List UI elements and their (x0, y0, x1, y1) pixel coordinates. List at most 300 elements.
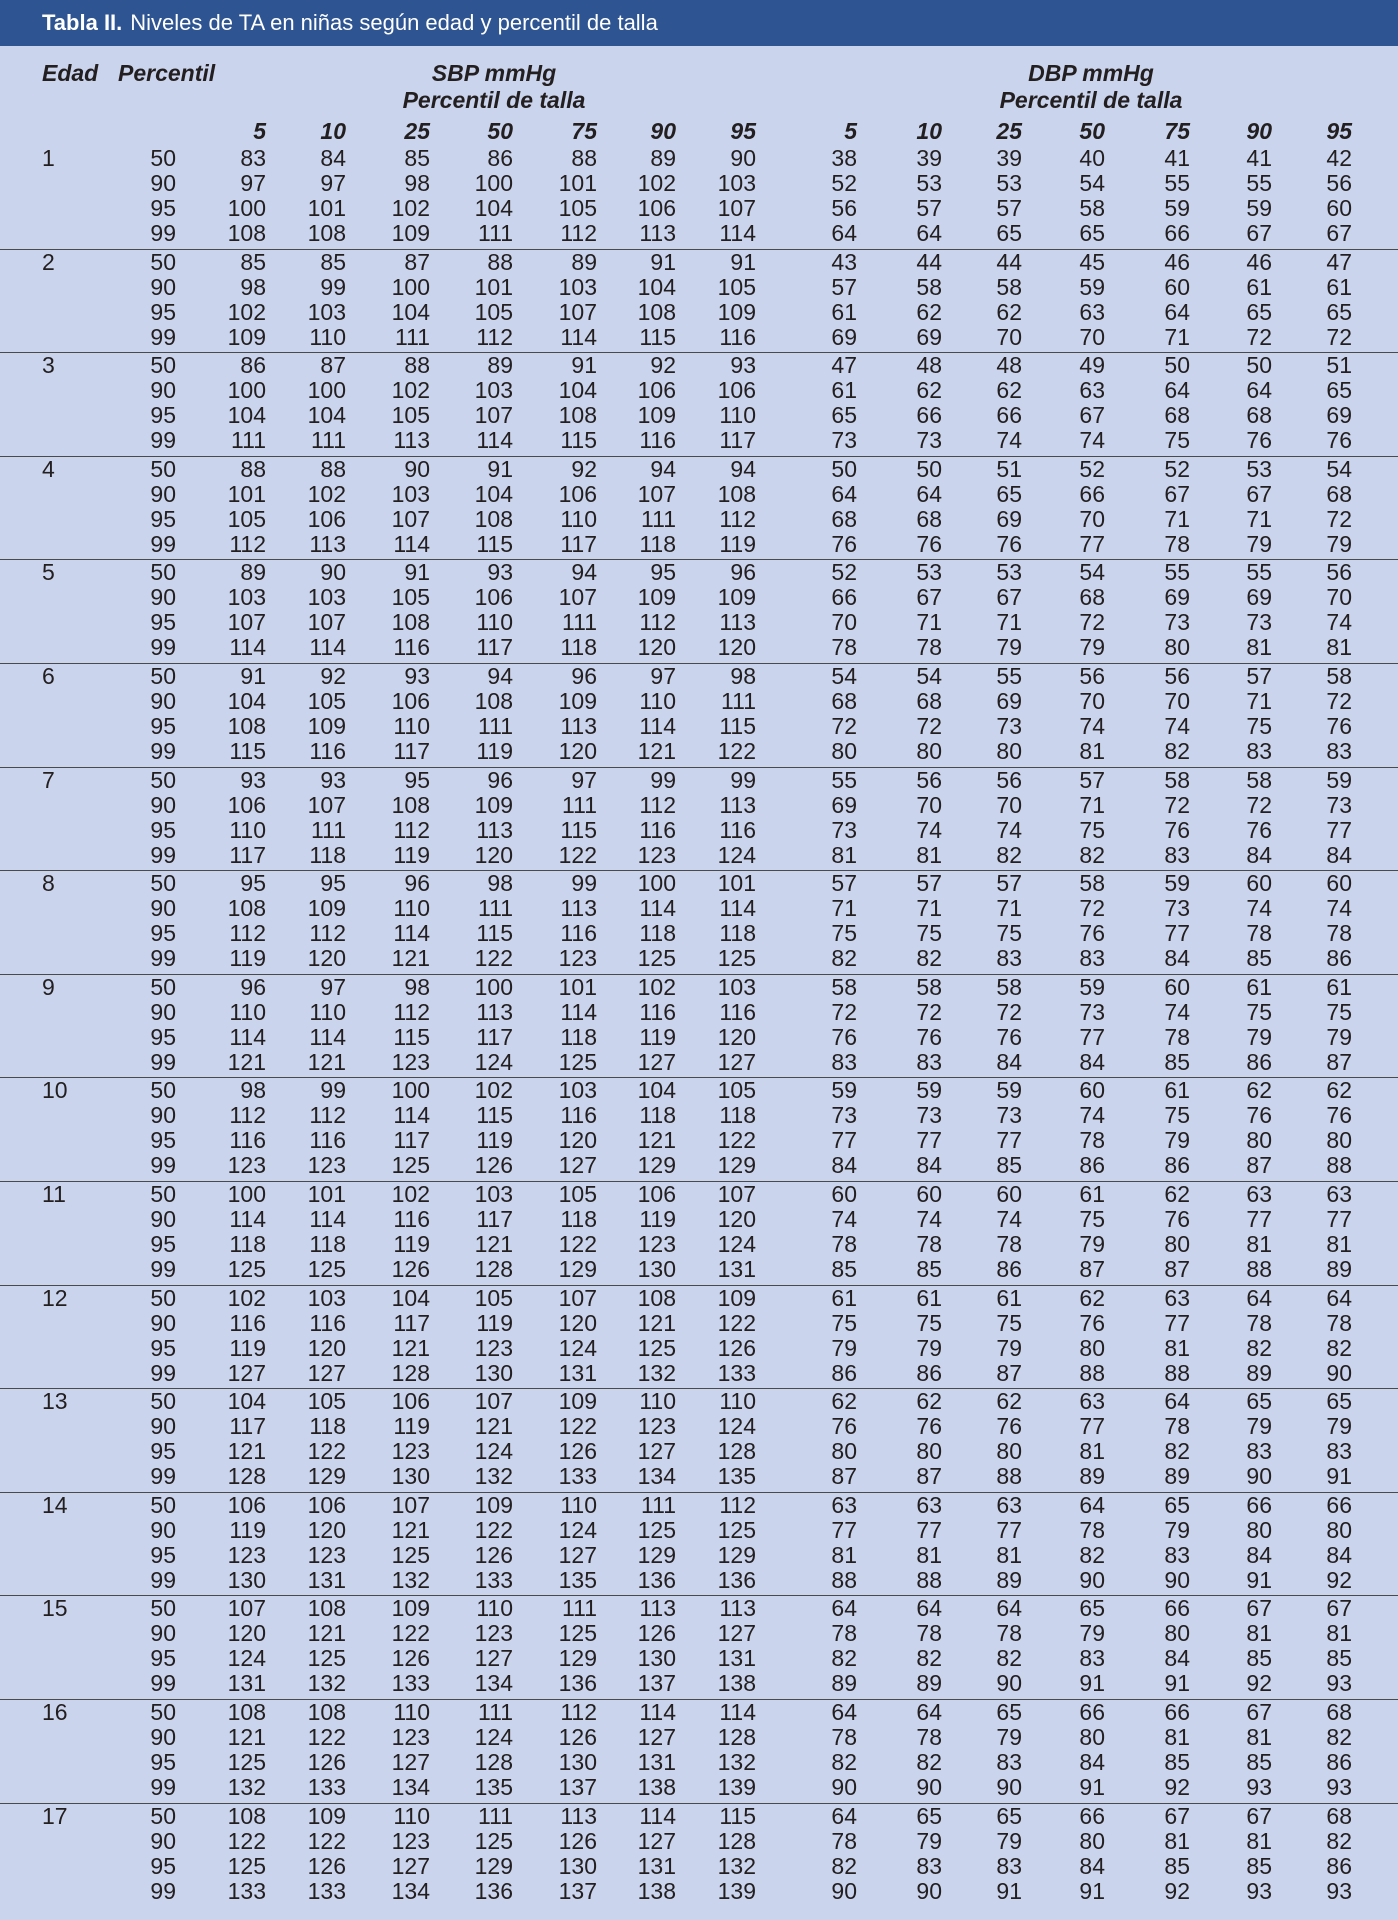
dbp-value-cell: 57 (1246, 662, 1272, 689)
sbp-value-cell: 113 (719, 609, 756, 636)
sbp-value-cell: 100 (307, 377, 346, 404)
dbp-value-cell: 75 (996, 1309, 1022, 1336)
sbp-value-cell: 109 (558, 1388, 597, 1415)
sbp-value-cell: 116 (229, 1309, 266, 1336)
dbp-value-cell: 71 (1164, 505, 1190, 532)
sbp-value-cell: 100 (474, 170, 513, 196)
sbp-value-cell: 122 (307, 1723, 346, 1750)
sbp-value-cell: 119 (393, 1230, 430, 1257)
sbp-value-cell: 118 (309, 841, 346, 868)
bp-percentile-cell: 90 (150, 1723, 176, 1750)
sbp-value-cell: 100 (391, 273, 430, 300)
dbp-value-cell: 81 (1246, 1620, 1272, 1647)
sbp-value-cell: 121 (637, 737, 676, 764)
sbp-value-cell: 109 (307, 712, 346, 739)
dbp-value-cell: 45 (1079, 248, 1105, 275)
sbp-value-cell: 108 (558, 402, 597, 429)
dbp-value-cell: 80 (1246, 1127, 1272, 1154)
sbp-value-cell: 111 (395, 323, 430, 350)
sbp-value-cell: 116 (393, 634, 430, 661)
table-row (0, 1829, 1398, 1854)
sbp-value-cell: 105 (307, 687, 346, 714)
dbp-value-cell: 72 (1246, 791, 1272, 818)
dbp-value-cell: 77 (1326, 816, 1352, 843)
table-row (0, 1464, 1398, 1489)
sbp-value-cell: 119 (393, 841, 430, 868)
sbp-value-cell: 117 (560, 530, 597, 557)
dbp-value-cell: 71 (916, 895, 942, 922)
sbp-value-cell: 113 (476, 998, 513, 1025)
dbp-value-cell: 66 (1164, 1595, 1190, 1622)
dbp-value-cell: 55 (1164, 559, 1190, 586)
sbp-value-cell: 127 (391, 1748, 430, 1775)
sbp-value-cell: 123 (391, 1723, 430, 1750)
sbp-value-cell: 125 (717, 945, 756, 972)
dbp-value-cell: 84 (1079, 1852, 1105, 1879)
dbp-value-cell: 82 (831, 1852, 857, 1879)
dbp-value-cell: 64 (916, 1698, 942, 1725)
bp-percentile-cell: 95 (150, 1334, 176, 1361)
sbp-value-cell: 90 (730, 145, 756, 171)
dbp-value-cell: 41 (1164, 145, 1190, 171)
dbp-value-cell: 70 (1079, 505, 1105, 532)
sbp-value-cell: 96 (487, 766, 513, 793)
dbp-value-cell: 75 (1079, 816, 1105, 843)
dbp-value-cell: 76 (996, 1413, 1022, 1440)
bp-percentile-cell: 90 (150, 584, 176, 611)
bp-percentile-cell: 95 (150, 920, 176, 947)
table-row (0, 818, 1398, 843)
sbp-value-cell: 106 (227, 1491, 266, 1518)
age-label: 3 (42, 352, 55, 379)
dbp-value-cell: 83 (996, 945, 1022, 972)
sbp-value-cell: 127 (717, 1620, 756, 1647)
sbp-value-cell: 108 (474, 505, 513, 532)
dbp-value-cell: 84 (831, 1152, 857, 1179)
dbp-value-cell: 60 (1246, 870, 1272, 897)
sbp-value-cell: 89 (650, 145, 676, 171)
bp-percentile-cell: 90 (150, 1516, 176, 1543)
dbp-value-cell: 92 (1326, 1566, 1352, 1593)
dbp-value-cell: 80 (1079, 1334, 1105, 1361)
dbp-value-cell: 84 (1079, 1748, 1105, 1775)
sbp-value-cell: 120 (307, 1334, 346, 1361)
dbp-value-cell: 78 (1326, 1309, 1352, 1336)
sbp-value-cell: 116 (639, 816, 676, 843)
dbp-title: DBP mmHg (1028, 60, 1154, 86)
sbp-value-cell: 103 (307, 1284, 346, 1311)
age-block-13 (0, 1389, 1398, 1493)
sbp-value-cell: 106 (391, 687, 430, 714)
dbp-value-cell: 77 (831, 1516, 857, 1543)
sbp-value-cell: 93 (730, 352, 756, 379)
sbp-value-cell: 110 (229, 816, 266, 843)
table-row (0, 1257, 1398, 1282)
dbp-value-cell: 82 (1164, 1438, 1190, 1465)
dbp-value-cell: 89 (831, 1670, 857, 1697)
bp-percentile-cell: 99 (150, 220, 176, 246)
sbp-value-cell: 107 (391, 505, 430, 532)
sbp-value-cell: 101 (227, 480, 266, 507)
dbp-value-cell: 56 (916, 766, 942, 793)
dbp-value-cell: 68 (916, 505, 942, 532)
sbp-value-cell: 118 (719, 1102, 756, 1129)
sbp-value-cell: 104 (227, 402, 266, 429)
dbp-value-cell: 71 (1164, 323, 1190, 350)
table-row (0, 1804, 1398, 1829)
sbp-value-cell: 106 (307, 1491, 346, 1518)
dbp-value-cell: 79 (1164, 1516, 1190, 1543)
sbp-value-cell: 88 (487, 248, 513, 275)
sbp-value-cell: 126 (391, 1255, 430, 1282)
dbp-value-cell: 70 (1079, 687, 1105, 714)
bp-percentile-cell: 50 (150, 1077, 176, 1104)
sbp-value-cell: 103 (391, 480, 430, 507)
sbp-value-cell: 90 (404, 455, 430, 482)
dbp-value-cell: 78 (916, 634, 942, 661)
sbp-value-cell: 122 (558, 841, 597, 868)
col-header-percentile: Percentil (118, 60, 216, 86)
sbp-value-cell: 106 (637, 377, 676, 404)
sbp-value-cell: 129 (474, 1852, 513, 1879)
sbp-value-cell: 137 (558, 1877, 597, 1904)
sbp-value-cell: 127 (558, 1541, 597, 1568)
sbp-value-cell: 113 (309, 530, 346, 557)
dbp-value-cell: 76 (996, 530, 1022, 557)
dbp-value-cell: 72 (831, 998, 857, 1025)
sbp-value-cell: 112 (393, 816, 430, 843)
sbp-value-cell: 110 (719, 402, 756, 429)
dbp-value-cell: 76 (1326, 427, 1352, 454)
sbp-value-cell: 112 (229, 1102, 266, 1129)
sbp-value-cell: 98 (730, 662, 756, 689)
age-block-10 (0, 1078, 1398, 1182)
dbp-value-cell: 69 (831, 323, 857, 350)
sbp-value-cell: 115 (719, 712, 756, 739)
dbp-value-cell: 61 (1326, 973, 1352, 1000)
dbp-value-cell: 65 (1079, 1595, 1105, 1622)
sbp-value-cell: 109 (717, 584, 756, 611)
sbp-value-cell: 91 (240, 662, 266, 689)
sbp-value-cell: 123 (637, 841, 676, 868)
dbp-value-cell: 57 (916, 195, 942, 221)
bp-percentile-cell: 99 (150, 323, 176, 350)
dbp-value-cell: 39 (916, 145, 942, 171)
dbp-value-cell: 65 (1326, 298, 1352, 325)
sbp-value-cell: 114 (719, 220, 756, 246)
sbp-value-cell: 117 (229, 1413, 266, 1440)
sbp-value-cell: 122 (717, 737, 756, 764)
dbp-value-cell: 43 (831, 248, 857, 275)
sbp-value-cell: 104 (227, 1388, 266, 1415)
dbp-value-cell: 88 (831, 1566, 857, 1593)
age-block-14 (0, 1493, 1398, 1597)
sbp-value-cell: 119 (229, 945, 266, 972)
bp-percentile-cell: 99 (150, 1463, 176, 1490)
sbp-value-cell: 118 (639, 530, 676, 557)
sbp-value-cell: 116 (719, 323, 756, 350)
dbp-value-cell: 84 (1164, 1645, 1190, 1672)
table-row (0, 871, 1398, 896)
dbp-value-cell: 64 (916, 220, 942, 246)
sbp-subtitle: Percentil de talla (402, 87, 586, 113)
sbp-value-cell: 84 (320, 145, 346, 171)
dbp-value-cell: 81 (1164, 1723, 1190, 1750)
table-row (0, 793, 1398, 818)
sbp-value-cell: 133 (307, 1773, 346, 1800)
dbp-value-cell: 80 (1326, 1127, 1352, 1154)
dbp-value-cell: 78 (1079, 1127, 1105, 1154)
dbp-value-cell: 61 (996, 1284, 1022, 1311)
dbp-value-cell: 75 (1164, 427, 1190, 454)
table-row (0, 428, 1398, 453)
table-row (0, 739, 1398, 764)
dbp-value-cell: 88 (1079, 1359, 1105, 1386)
sbp-value-cell: 124 (558, 1334, 597, 1361)
dbp-height-percentile-75: 75 (1164, 118, 1190, 144)
sbp-value-cell: 102 (637, 973, 676, 1000)
sbp-value-cell: 121 (391, 945, 430, 972)
dbp-value-cell: 76 (916, 530, 942, 557)
dbp-value-cell: 69 (996, 687, 1022, 714)
sbp-value-cell: 115 (476, 1102, 513, 1129)
table-row (0, 1700, 1398, 1725)
sbp-value-cell: 118 (560, 1023, 597, 1050)
bp-percentile-cell: 95 (150, 1748, 176, 1775)
sbp-value-cell: 91 (730, 248, 756, 275)
sbp-value-cell: 111 (478, 712, 513, 739)
sbp-value-cell: 136 (558, 1670, 597, 1697)
sbp-value-cell: 131 (558, 1359, 597, 1386)
dbp-value-cell: 90 (1164, 1566, 1190, 1593)
dbp-value-cell: 88 (1246, 1255, 1272, 1282)
dbp-value-cell: 79 (996, 634, 1022, 661)
sbp-value-cell: 108 (637, 1284, 676, 1311)
dbp-value-cell: 80 (831, 737, 857, 764)
dbp-value-cell: 84 (1164, 945, 1190, 972)
sbp-value-cell: 97 (320, 170, 346, 196)
age-label: 2 (42, 248, 55, 275)
sbp-value-cell: 111 (478, 220, 513, 246)
age-label: 1 (42, 145, 55, 171)
dbp-value-cell: 80 (996, 737, 1022, 764)
sbp-value-cell: 122 (474, 1516, 513, 1543)
dbp-value-cell: 48 (916, 352, 942, 379)
dbp-value-cell: 81 (1326, 634, 1352, 661)
dbp-value-cell: 67 (1164, 1802, 1190, 1829)
sbp-value-cell: 135 (558, 1566, 597, 1593)
dbp-value-cell: 78 (831, 634, 857, 661)
dbp-value-cell: 63 (1164, 1284, 1190, 1311)
sbp-value-cell: 113 (560, 895, 597, 922)
sbp-value-cell: 122 (307, 1438, 346, 1465)
sbp-value-cell: 114 (393, 920, 430, 947)
dbp-value-cell: 81 (1326, 1230, 1352, 1257)
sbp-value-cell: 106 (227, 791, 266, 818)
dbp-value-cell: 85 (1246, 1852, 1272, 1879)
table-row (0, 1671, 1398, 1696)
dbp-value-cell: 69 (916, 323, 942, 350)
sbp-height-percentile-75: 75 (571, 118, 597, 144)
dbp-value-cell: 79 (996, 1334, 1022, 1361)
dbp-value-cell: 76 (1246, 427, 1272, 454)
dbp-value-cell: 72 (1164, 791, 1190, 818)
dbp-value-cell: 65 (1246, 298, 1272, 325)
sbp-value-cell: 110 (560, 1491, 597, 1518)
dbp-value-cell: 81 (831, 841, 857, 868)
sbp-value-cell: 105 (717, 273, 756, 300)
dbp-value-cell: 65 (996, 1802, 1022, 1829)
sbp-value-cell: 116 (719, 816, 756, 843)
sbp-value-cell: 102 (391, 1180, 430, 1207)
dbp-value-cell: 56 (831, 195, 857, 221)
dbp-value-cell: 75 (1164, 1102, 1190, 1129)
age-block-1 (0, 146, 1398, 250)
dbp-value-cell: 78 (831, 1723, 857, 1750)
sbp-value-cell: 132 (717, 1852, 756, 1879)
sbp-value-cell: 122 (227, 1827, 266, 1854)
dbp-value-cell: 75 (1079, 1205, 1105, 1232)
sbp-value-cell: 113 (476, 816, 513, 843)
table-row (0, 1103, 1398, 1128)
dbp-value-cell: 73 (1079, 998, 1105, 1025)
sbp-value-cell: 120 (558, 737, 597, 764)
sbp-value-cell: 127 (637, 1048, 676, 1075)
sbp-value-cell: 122 (558, 1413, 597, 1440)
sbp-group-header (403, 60, 586, 114)
dbp-value-cell: 74 (916, 1205, 942, 1232)
dbp-value-cell: 53 (1246, 455, 1272, 482)
bp-percentile-cell: 50 (150, 1180, 176, 1207)
dbp-value-cell: 69 (1326, 402, 1352, 429)
bp-percentile-cell: 50 (150, 352, 176, 379)
sbp-value-cell: 119 (393, 1413, 430, 1440)
dbp-value-cell: 71 (996, 895, 1022, 922)
age-block-2 (0, 250, 1398, 354)
dbp-value-cell: 88 (996, 1463, 1022, 1490)
sbp-value-cell: 112 (393, 998, 430, 1025)
sbp-value-cell: 124 (474, 1048, 513, 1075)
dbp-value-cell: 82 (831, 945, 857, 972)
sbp-value-cell: 114 (639, 895, 676, 922)
sbp-value-cell: 125 (307, 1645, 346, 1672)
sbp-value-cell: 122 (474, 945, 513, 972)
sbp-value-cell: 114 (476, 427, 513, 454)
dbp-value-cell: 84 (1079, 1048, 1105, 1075)
sbp-value-cell: 114 (309, 634, 346, 661)
sbp-value-cell: 124 (227, 1645, 266, 1672)
dbp-value-cell: 68 (1246, 402, 1272, 429)
dbp-value-cell: 66 (1246, 1491, 1272, 1518)
sbp-value-cell: 117 (476, 1205, 513, 1232)
sbp-value-cell: 110 (560, 505, 597, 532)
dbp-value-cell: 54 (1079, 170, 1105, 196)
sbp-value-cell: 110 (309, 323, 346, 350)
dbp-value-cell: 91 (1079, 1773, 1105, 1800)
dbp-value-cell: 61 (1326, 273, 1352, 300)
sbp-value-cell: 132 (474, 1463, 513, 1490)
dbp-value-cell: 59 (1079, 973, 1105, 1000)
table-row (0, 1493, 1398, 1518)
sbp-value-cell: 119 (719, 530, 756, 557)
sbp-value-cell: 111 (641, 505, 676, 532)
dbp-value-cell: 65 (996, 1698, 1022, 1725)
dbp-value-cell: 54 (916, 662, 942, 689)
sbp-value-cell: 103 (717, 170, 756, 196)
dbp-value-cell: 80 (1164, 634, 1190, 661)
dbp-value-cell: 75 (831, 1309, 857, 1336)
sbp-value-cell: 130 (227, 1566, 266, 1593)
bp-percentile-cell: 90 (150, 998, 176, 1025)
dbp-value-cell: 69 (996, 505, 1022, 532)
sbp-value-cell: 110 (393, 712, 430, 739)
table-row (0, 1361, 1398, 1386)
dbp-value-cell: 83 (996, 1748, 1022, 1775)
sbp-value-cell: 129 (637, 1152, 676, 1179)
dbp-value-cell: 61 (831, 298, 857, 325)
sbp-value-cell: 120 (637, 634, 676, 661)
dbp-value-cell: 66 (996, 402, 1022, 429)
sbp-value-cell: 137 (558, 1773, 597, 1800)
dbp-value-cell: 85 (1246, 1748, 1272, 1775)
dbp-value-cell: 69 (1246, 584, 1272, 611)
sbp-value-cell: 120 (307, 1516, 346, 1543)
dbp-value-cell: 86 (1326, 1852, 1352, 1879)
sbp-value-cell: 112 (719, 505, 756, 532)
sbp-value-cell: 95 (650, 559, 676, 586)
dbp-value-cell: 80 (831, 1438, 857, 1465)
dbp-value-cell: 60 (916, 1180, 942, 1207)
age-block-7 (0, 768, 1398, 872)
sbp-value-cell: 125 (474, 1827, 513, 1854)
dbp-value-cell: 60 (1326, 195, 1352, 221)
bp-percentile-cell: 90 (150, 1620, 176, 1647)
dbp-value-cell: 56 (1164, 662, 1190, 689)
dbp-value-cell: 80 (916, 1438, 942, 1465)
dbp-value-cell: 70 (1164, 687, 1190, 714)
dbp-value-cell: 50 (1164, 352, 1190, 379)
sbp-value-cell: 136 (474, 1877, 513, 1904)
dbp-value-cell: 87 (1246, 1152, 1272, 1179)
sbp-value-cell: 126 (307, 1852, 346, 1879)
sbp-value-cell: 136 (637, 1566, 676, 1593)
dbp-value-cell: 90 (996, 1670, 1022, 1697)
sbp-value-cell: 138 (637, 1877, 676, 1904)
bp-percentile-cell: 90 (150, 377, 176, 404)
dbp-value-cell: 85 (916, 1255, 942, 1282)
sbp-value-cell: 125 (227, 1255, 266, 1282)
dbp-value-cell: 81 (1079, 737, 1105, 764)
dbp-value-cell: 58 (996, 273, 1022, 300)
table-row (0, 1543, 1398, 1568)
dbp-value-cell: 67 (916, 584, 942, 611)
dbp-value-cell: 92 (1246, 1670, 1272, 1697)
sbp-value-cell: 126 (558, 1827, 597, 1854)
dbp-value-cell: 79 (831, 1334, 857, 1361)
sbp-value-cell: 98 (240, 273, 266, 300)
sbp-value-cell: 108 (227, 895, 266, 922)
dbp-value-cell: 82 (996, 841, 1022, 868)
table-row (0, 714, 1398, 739)
table-row (0, 1078, 1398, 1103)
dbp-value-cell: 82 (916, 945, 942, 972)
sbp-value-cell: 102 (391, 377, 430, 404)
sbp-value-cell: 120 (717, 634, 756, 661)
sbp-value-cell: 116 (229, 1127, 266, 1154)
sbp-value-cell: 118 (560, 634, 597, 661)
sbp-value-cell: 109 (307, 1802, 346, 1829)
table-row (0, 1311, 1398, 1336)
